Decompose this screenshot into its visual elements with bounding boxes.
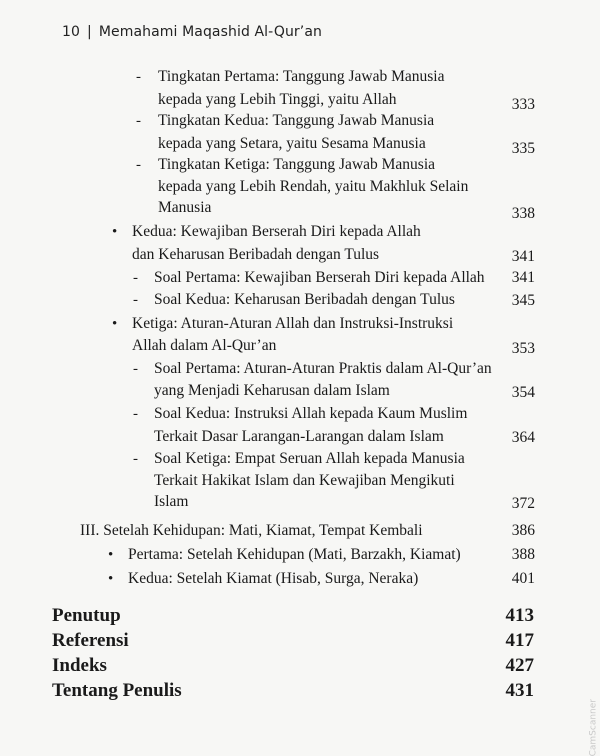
dash-marker: - [136, 69, 141, 85]
toc-entry: Tingkatan Kedua: Tanggung Jawab Manusia [158, 112, 435, 129]
back-matter-indeks: Indeks [52, 655, 107, 676]
toc-entry-cont: kepada yang Lebih Rendah, yaitu Makhluk Selain [158, 178, 469, 195]
toc-page-number: 401 [511, 570, 535, 587]
toc-page-number: 341 [511, 269, 535, 286]
toc-entry-cont: kepada yang Lebih Tinggi, yaitu Allah [158, 91, 397, 108]
toc-entry: Kedua: Setelah Kiamat (Hisab, Surga, Neraka) [128, 570, 419, 587]
toc-page-number: 386 [511, 522, 535, 539]
dash-marker: - [136, 157, 141, 173]
toc-entry-cont: Terkait Dasar Larangan-Larangan dalam Islam [154, 428, 444, 445]
back-matter-page-number: 413 [505, 605, 534, 626]
toc-page-number: 333 [511, 96, 535, 113]
toc-entry: Soal Ketiga: Empat Seruan Allah kepada Manusia [154, 450, 465, 467]
toc-page-number: 353 [511, 340, 535, 357]
book-title: Memahami Maqashid Al-Qur’an [98, 24, 322, 40]
dash-marker: - [133, 292, 138, 308]
toc-page-number: 354 [511, 384, 535, 401]
bullet-marker: • [112, 224, 118, 240]
dash-marker: - [133, 451, 138, 467]
toc-entry: Soal Pertama: Kewajiban Berserah Diri kepada Allah [154, 269, 485, 286]
toc-entry-cont: yang Menjadi Keharusan dalam Islam [154, 382, 390, 399]
toc-entry: Soal Kedua: Instruksi Allah kepada Kaum Muslim [154, 405, 468, 422]
toc-entry-cont: Manusia [158, 199, 212, 216]
dash-marker: - [133, 361, 138, 377]
toc-page-number: 335 [511, 140, 535, 157]
toc-entry: Ketiga: Aturan-Aturan Allah dan Instruksi-Instruksi [132, 315, 454, 332]
toc-entry-cont: Terkait Hakikat Islam dan Kewajiban Mengikuti [154, 472, 455, 489]
scanner-watermark: CamScanner [588, 699, 598, 756]
back-matter-page-number: 431 [505, 680, 534, 701]
bullet-marker: • [108, 571, 114, 587]
back-matter-page-number: 427 [505, 655, 534, 676]
toc-page-number: 345 [511, 292, 535, 309]
toc-entry: Tingkatan Ketiga: Tanggung Jawab Manusia [158, 156, 436, 173]
toc-section-entry: III. Setelah Kehidupan: Mati, Kiamat, Tempat Kembali [80, 522, 423, 539]
page-number: 10 [62, 24, 81, 40]
toc-page-number: 388 [511, 546, 535, 563]
toc-page-number: 338 [511, 205, 535, 222]
toc-entry-cont: Allah dalam Al-Qur’an [132, 337, 277, 354]
toc-page-number: 372 [511, 495, 535, 512]
page-header [62, 24, 322, 40]
toc-entry: Kedua: Kewajiban Berserah Diri kepada Allah [132, 223, 421, 240]
toc-entry-cont: kepada yang Setara, yaitu Sesama Manusia [158, 135, 426, 152]
back-matter-penutup: Penutup [52, 605, 121, 626]
toc-entry: Soal Pertama: Aturan-Aturan Praktis dalam Al-Qur’an [154, 360, 492, 377]
dash-marker: - [133, 270, 138, 286]
dash-marker: - [136, 113, 141, 129]
toc-page-number: 364 [511, 429, 535, 446]
back-matter-penulis: Tentang Penulis [52, 680, 182, 701]
toc-entry-cont: dan Keharusan Beribadah dengan Tulus [132, 246, 380, 263]
toc-entry: Soal Kedua: Keharusan Beribadah dengan Tulus [154, 291, 455, 308]
bullet-marker: • [112, 316, 118, 332]
dash-marker: - [133, 406, 138, 422]
toc-entry: Tingkatan Pertama: Tanggung Jawab Manusia [158, 68, 445, 85]
toc-page-number: 341 [511, 248, 535, 265]
header-separator: | [87, 24, 92, 40]
toc-entry: Pertama: Setelah Kehidupan (Mati, Barzakh, Kiamat) [128, 546, 461, 563]
toc-entry-cont: Islam [154, 493, 189, 510]
back-matter-page-number: 417 [505, 630, 534, 651]
bullet-marker: • [108, 547, 114, 563]
back-matter-referensi: Referensi [52, 630, 129, 651]
